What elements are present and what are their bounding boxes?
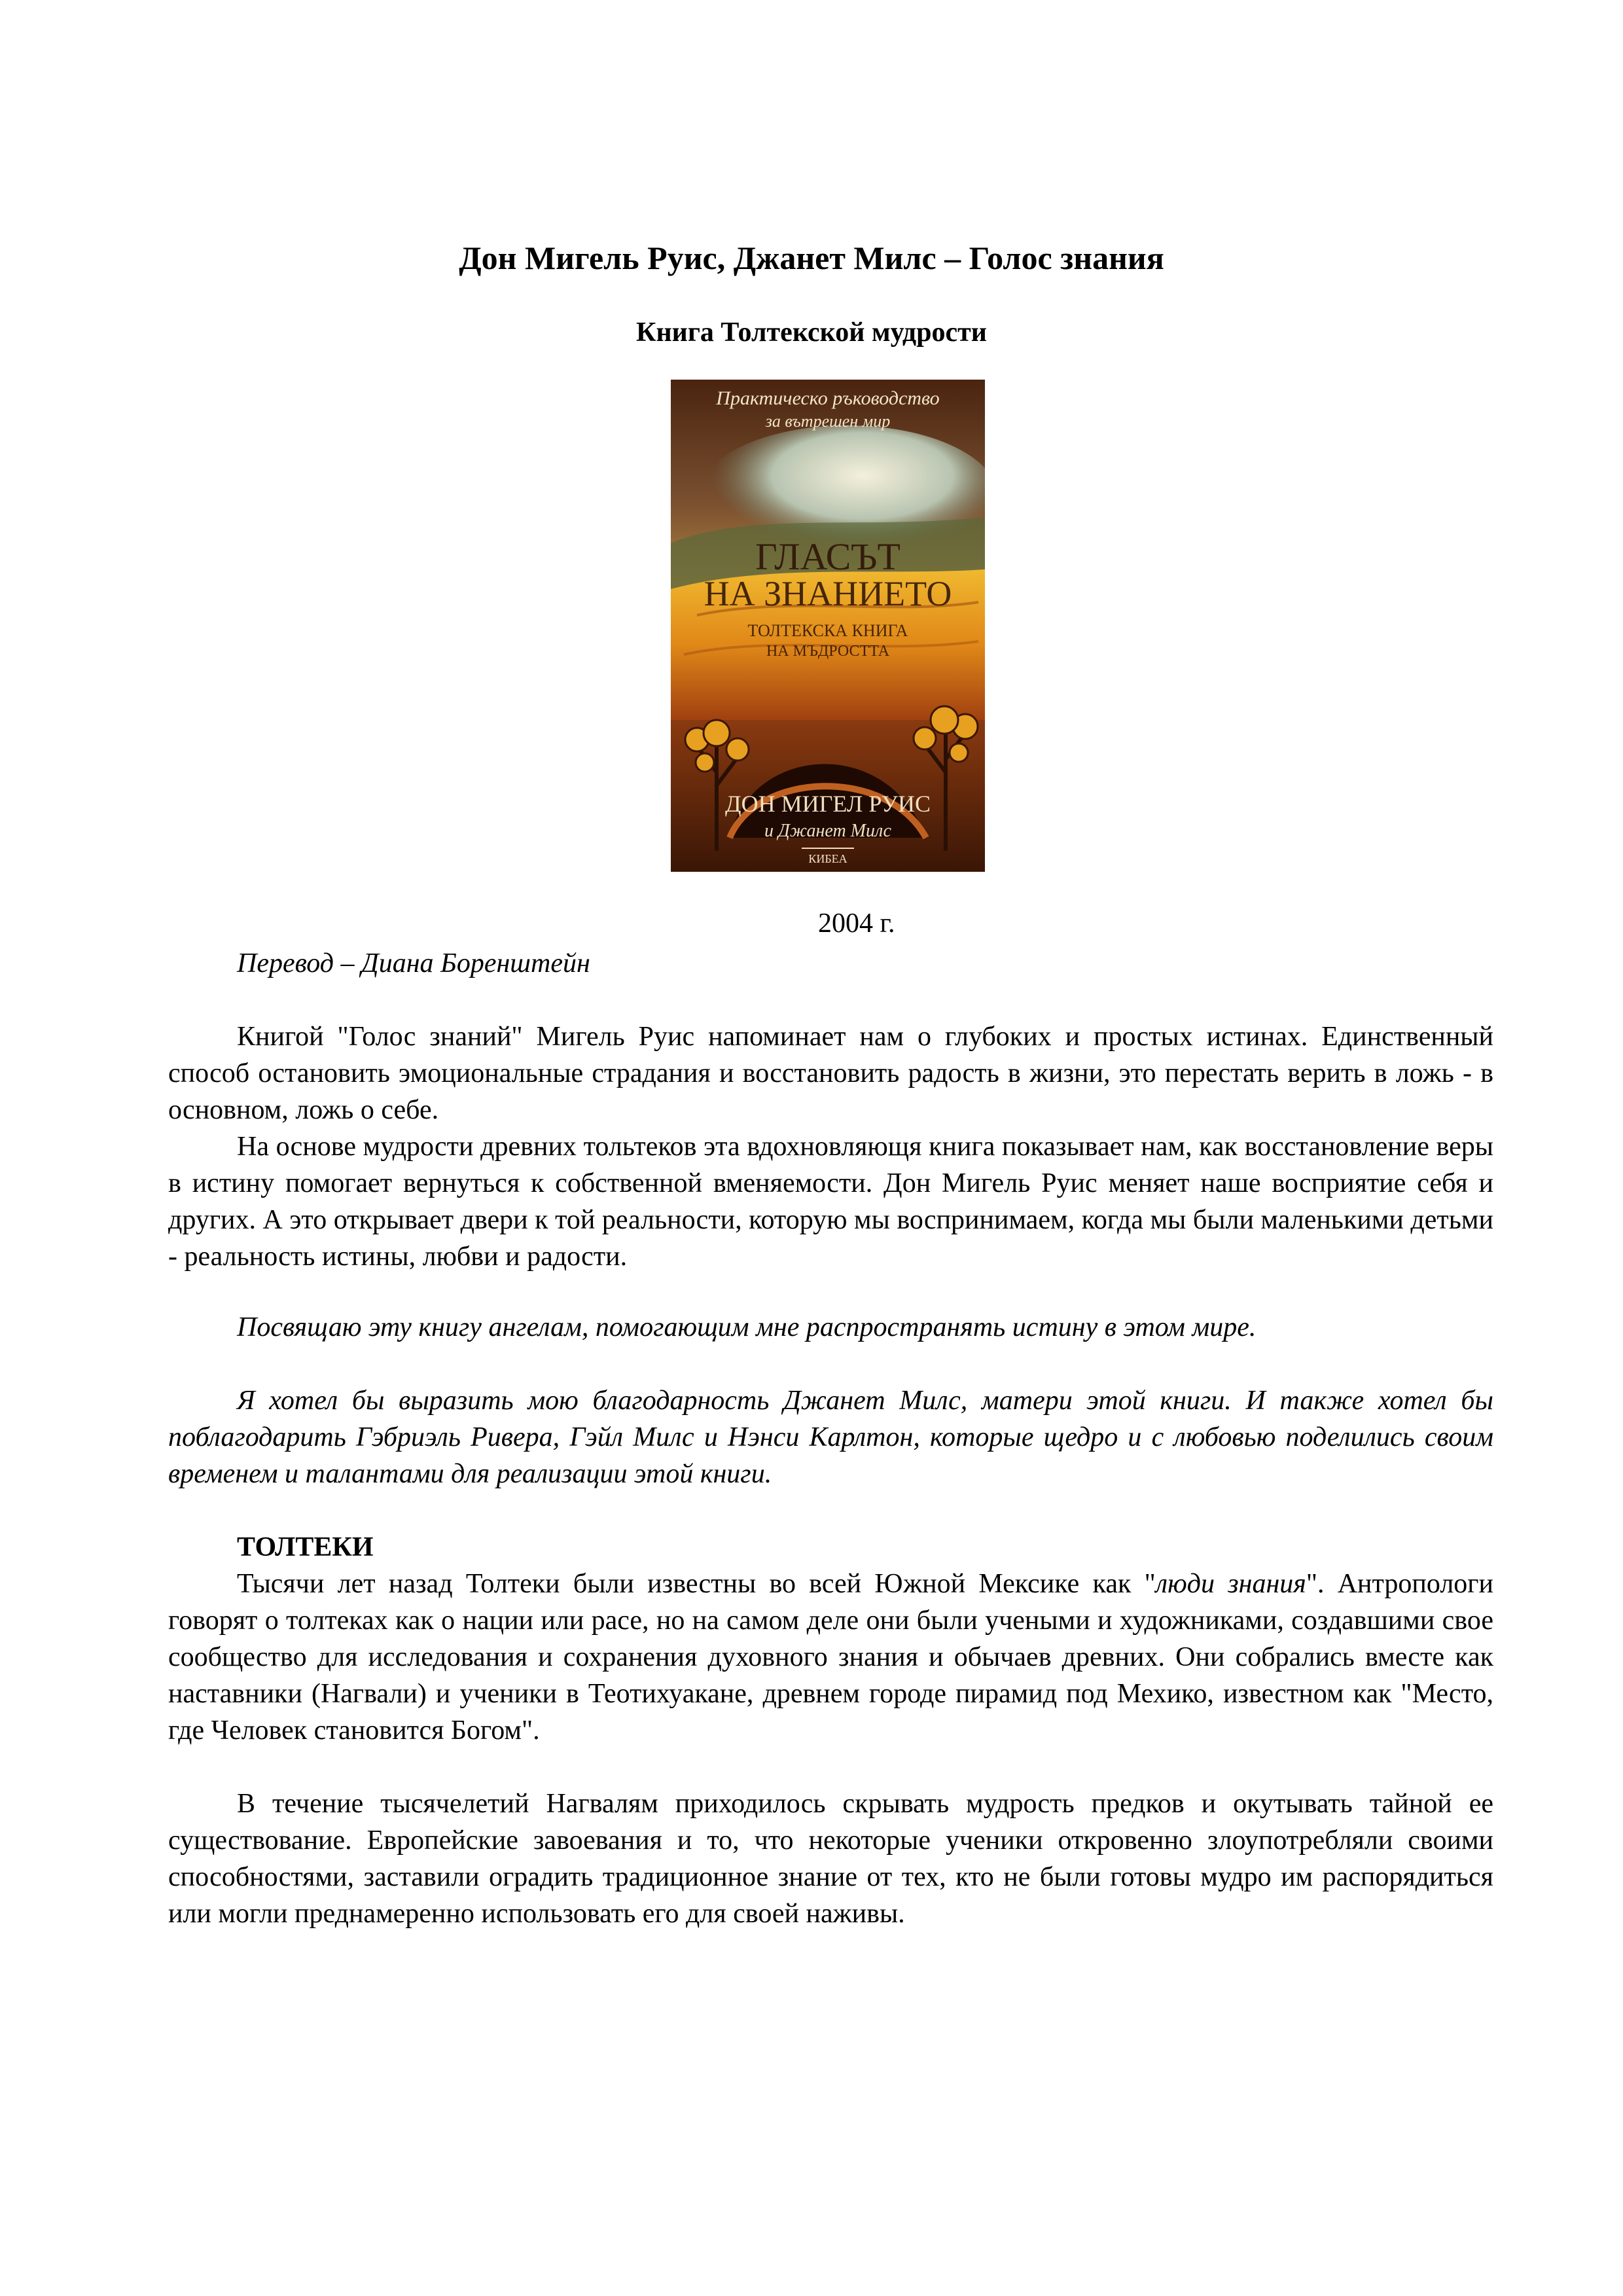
cover-author-2: и Джанет Милс	[764, 821, 891, 841]
translator-block	[168, 945, 1493, 982]
cover-title-2: НА ЗНАНИЕТО	[704, 574, 952, 613]
book-cover-image	[671, 380, 985, 872]
cover-title-1: ГЛАСЪТ	[755, 535, 901, 578]
cover-publisher: КИБЕА	[808, 852, 847, 865]
toltecs-paragraph-1	[168, 1566, 1493, 1749]
intro-paragraph-1: Книгой "Голос знаний" Мигель Руис напоминает нам о глубоких и простых истинах. Единственный способ остановить эмоциональные страдания и восстановить радость в жизни, это перестать верить в ложь - в основном, ложь о себе.	[168, 1022, 1493, 1125]
intro-section	[168, 1018, 1493, 1275]
toltecs-p1-end: ". Антропологи говорят о толтеках как о нации или расе, но на самом деле они были учеными и художниками, создавшими свое сообщество для исследования и сохранения духовного знания и обычаев древних. Они собрались вместе как наставники (Нагвали) и ученики в Теотихуакане, древнем городе пирамид под Мехико, известном как "Место, где Человек становится Богом".	[168, 1569, 1493, 1746]
acknowledgement: Я хотел бы выразить мою благодарность Джанет Милс, матери этой книги. И также хотел бы поблагодарить Гэбриэль Ривера, Гэйл Милс и Нэнси Карлтон, которые щедро и с любовью поделились своим временем и талантами для реализации этой книги.	[168, 1386, 1493, 1489]
publication-year: 2004 г.	[818, 908, 895, 939]
translator-line: Перевод – Диана Боренштейн	[237, 948, 590, 978]
cover-top-text-1: Практическо ръководство	[716, 387, 940, 409]
cover-sub-1: ТОЛТЕКСКА КНИГА	[747, 621, 908, 640]
dedication-block	[168, 1309, 1493, 1346]
dedication: Посвящаю эту книгу ангелам, помогающим мне распространять истину в этом мире.	[237, 1312, 1257, 1342]
toltecs-paragraph-2: В течение тысячелетий Нагвалям приходилось скрывать мудрость предков и окутывать тайной ее существование. Европейские завоевания и то, что некоторые ученики откровенно злоупотребляли своими способностями, заставили оградить традиционное знание от тех, кто не были готовы мудро им распорядиться или могли преднамеренно использовать его для своей наживы.	[168, 1789, 1493, 1929]
toltecs-section	[168, 1529, 1493, 1932]
cover-sub-2: НА МЪДРОСТТА	[766, 643, 890, 660]
page-title: Дон Мигель Руис, Джанет Милс – Голос знания	[459, 240, 1164, 276]
acknowledgement-block	[168, 1382, 1493, 1492]
page-subtitle: Книга Толтекской мудрости	[635, 317, 987, 348]
toltecs-p1-emphasis: люди знания	[1155, 1569, 1306, 1599]
section-heading: ТОЛТЕКИ	[237, 1532, 374, 1562]
intro-paragraph-2: На основе мудрости древних тольтеков эта вдохновляющя книга показывает нам, как восстановление веры в истину помогает вернуться к собственной вменяемости. Дон Мигель Руис меняет наше восприятие себя и других. А это открывает двери к той реальности, которую мы воспринимаем, когда мы были маленькими детьми - реальность истины, любви и радости.	[168, 1132, 1493, 1272]
cover-author-1: ДОН МИГЕЛ РУИС	[725, 791, 931, 817]
toltecs-p1-start: Тысячи лет назад Толтеки были известны во всей Южной Мексике как "	[237, 1569, 1156, 1599]
cover-top-text-2: за вътрешен мир	[765, 412, 891, 431]
